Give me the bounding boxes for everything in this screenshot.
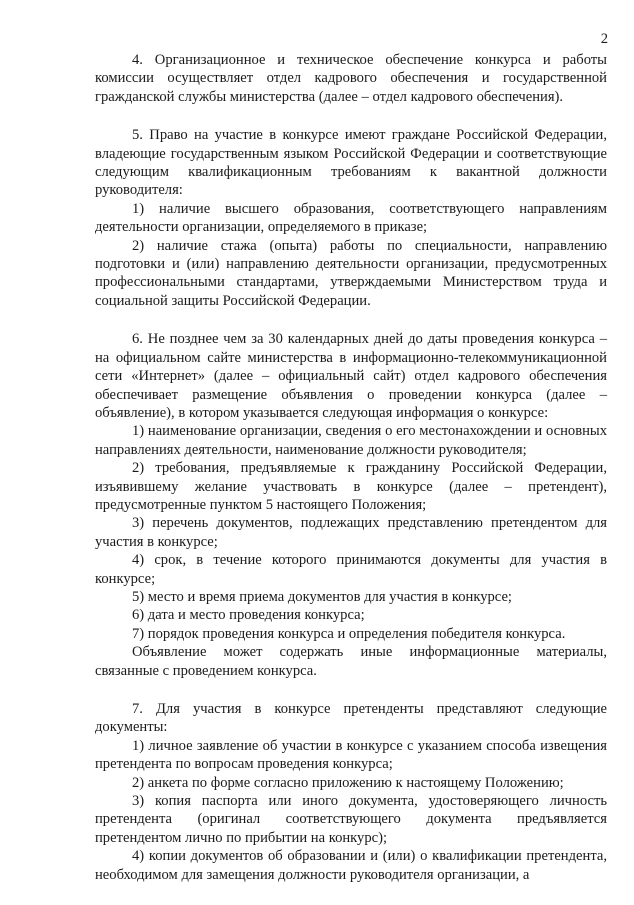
- paragraph-5-item-1: 1) наличие высшего образования, соответствующего направлениям деятельности организации, определяемого в приказе;: [95, 200, 607, 236]
- paragraph-6-item-3: 3) перечень документов, подлежащих представлению претендентом для участия в конкурсе;: [95, 515, 607, 550]
- paragraph-6-item-1: 1) наименование организации, сведения о его местонахождении и основных направлениях деятельности, наименование должности руководителя;: [95, 423, 607, 458]
- paragraph-7: 7. Для участия в конкурсе претенденты представляют следующие документы:: [95, 701, 607, 736]
- document-body: [95, 51, 607, 904]
- paragraph-5-item-2: 2) наличие стажа (опыта) работы по специальности, направлению подготовки и (или) направлению деятельности организации, предусмотренных профессиональными стандартами, утверждаемыми Министерством труда и социальной защиты Российской Федерации.: [95, 237, 607, 309]
- paragraph-6-item-5: 5) место и время приема документов для участия в конкурсе;: [132, 588, 512, 605]
- paragraph-6-item-6: 6) дата и место проведения конкурса;: [132, 607, 365, 624]
- paragraph-6: 6. Не позднее чем за 30 календарных дней до даты проведения конкурса – на официальном сайте министерства в информационно-телекоммуникационной сети «Интернет» (далее – официальный сайт) отдел кадрового обеспечения обеспечивает размещение объявления о проведении конкурса (далее – объявление), в котором указывается следующая информация о конкурсе:: [95, 331, 607, 421]
- section-4: [95, 51, 607, 106]
- paragraph-7-item-2: 2) анкета по форме согласно приложению к настоящему Положению;: [132, 774, 564, 791]
- section-5: [95, 126, 607, 310]
- paragraph-4: 4. Организационное и техническое обеспечение конкурса и работы комиссии осуществляет отдел кадрового обеспечения и государственной гражданской службы министерства (далее – отдел кадрового обеспечения).: [95, 52, 607, 105]
- paragraph-6-note: Объявление может содержать иные информационные материалы, связанные с проведением конкурса.: [95, 644, 607, 679]
- paragraph-7-item-3: 3) копия паспорта или иного документа, удостоверяющего личность претендента (оригинал соответствующего документа предъявляется претендентом лично по прибытии на конкурс);: [95, 793, 607, 846]
- paragraph-7-item-4: 4) копии документов об образовании и (или) о квалификации претендента, необходимом для замещения должности руководителя организации, а: [95, 848, 607, 883]
- paragraph-5: 5. Право на участие в конкурсе имеют граждане Российской Федерации, владеющие государственным языком Российской Федерации и соответствующие следующим квалификационным требованиям к вакантной должности руководителя:: [95, 127, 607, 199]
- paragraph-6-item-4: 4) срок, в течение которого принимаются документы для участия в конкурсе;: [95, 552, 607, 587]
- section-6: [95, 330, 607, 680]
- page-number: 2: [600, 31, 608, 47]
- paragraph-6-item-2: 2) требования, предъявляемые к гражданину Российской Федерации, изъявившему желание участвовать в конкурсе (далее – претендент), предусмотренные пунктом 5 настоящего Положения;: [95, 460, 607, 513]
- paragraph-6-item-7: 7) порядок проведения конкурса и определения победителя конкурса.: [132, 625, 566, 642]
- paragraph-7-item-1: 1) личное заявление об участии в конкурсе с указанием способа извещения претендента по вопросам проведения конкурса;: [95, 737, 607, 773]
- section-7: [95, 700, 607, 884]
